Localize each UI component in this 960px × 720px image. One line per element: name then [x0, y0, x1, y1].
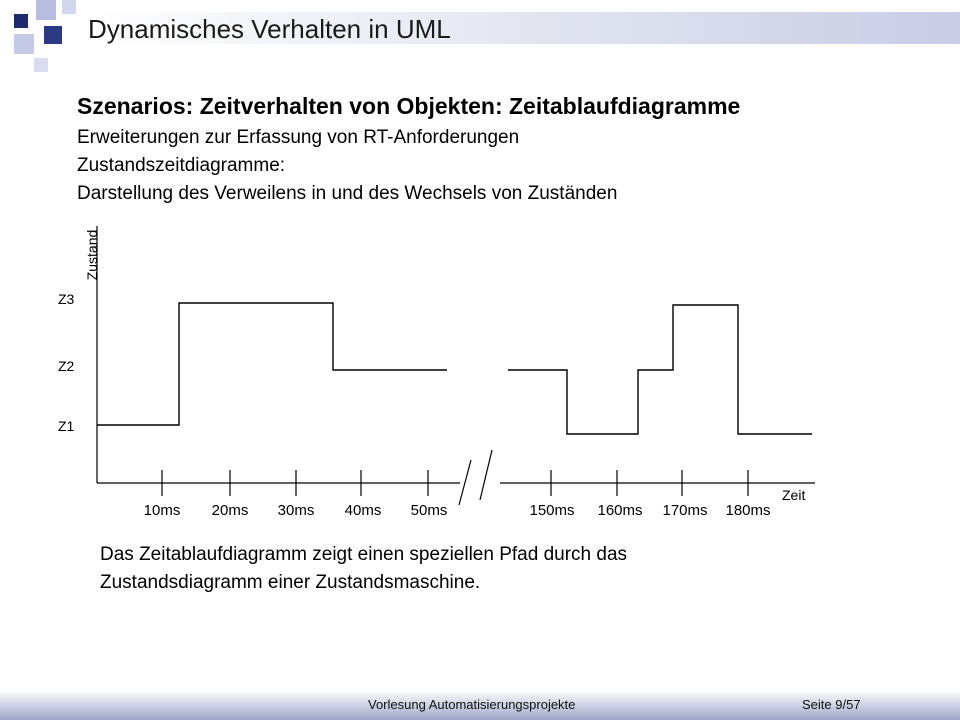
body-line-1: Erweiterungen zur Erfassung von RT-Anforderungen: [77, 127, 520, 148]
x-axis-label: Zeit: [782, 487, 806, 503]
body-line-3: Darstellung des Verweilens in und des Wechsels von Zuständen: [77, 183, 618, 204]
tick-label: 20ms: [211, 502, 249, 519]
tick-label: 180ms: [725, 502, 771, 519]
tick-label: 30ms: [277, 502, 315, 519]
state-label-z2: Z2: [58, 358, 75, 374]
axis-break-mark: [480, 450, 492, 500]
slide-title: Dynamisches Verhalten in UML: [88, 14, 451, 44]
footer-page-number: Seite 9/57: [802, 697, 861, 712]
tick-label: 10ms: [143, 502, 181, 519]
body-line-2: Zustandszeitdiagramme:: [77, 155, 286, 176]
state-label-z3: Z3: [58, 291, 75, 307]
tick-label: 170ms: [662, 502, 708, 519]
tick-label: 150ms: [529, 502, 575, 519]
y-axis-label: Zustand: [84, 229, 100, 281]
tick-label: 40ms: [344, 502, 382, 519]
state-signal-left: [97, 303, 447, 425]
caption-line-2: Zustandsdiagramm einer Zustandsmaschine.: [100, 572, 481, 593]
tick-label: 160ms: [597, 502, 643, 519]
caption-line-1: Das Zeitablaufdiagramm zeigt einen speziellen Pfad durch das: [100, 544, 628, 565]
slide-heading: Szenarios: Zeitverhalten von Objekten: Zeitablaufdiagramme: [77, 93, 741, 119]
axis-break-mark: [459, 460, 471, 505]
state-signal-right: [508, 305, 812, 434]
tick-label: 50ms: [410, 502, 448, 519]
footer-lecture: Vorlesung Automatisierungsprojekte: [368, 697, 576, 712]
state-label-z1: Z1: [58, 418, 75, 434]
